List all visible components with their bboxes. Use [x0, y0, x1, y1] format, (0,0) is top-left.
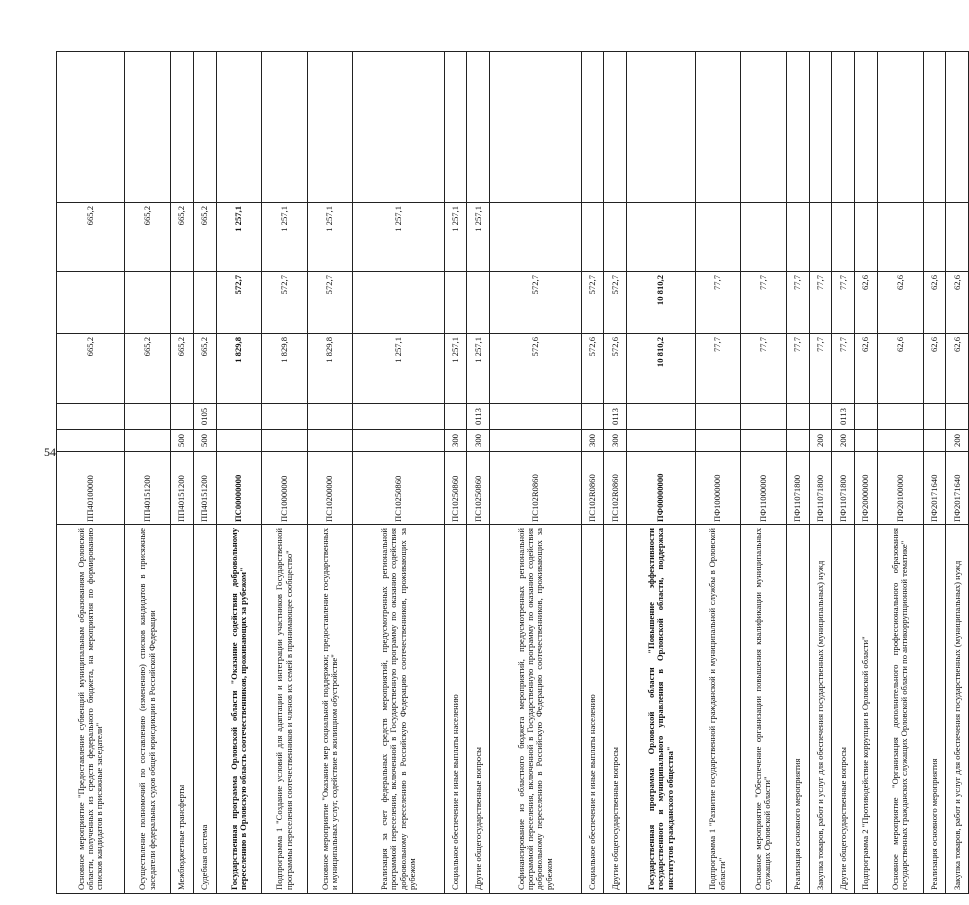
row-regional-cell: 572,7 — [307, 272, 353, 334]
table-row — [604, 52, 627, 894]
row-code-cell: ПП40100000 — [57, 452, 125, 525]
row-name-cell: Подпрограмма 1 "Создание условий для адаптации и интеграции участников Государственной программы переселения соотечественников и членов их семей в принимающее сообщество" — [262, 525, 308, 894]
row-empty-cell — [125, 52, 171, 203]
row-total-cell: 572,6 — [490, 334, 581, 404]
row-total-cell: 62,6 — [946, 334, 969, 404]
row-regional-cell — [353, 272, 444, 334]
row-federal-cell — [490, 203, 581, 272]
row-total-cell: 1 257,1 — [467, 334, 490, 404]
row-regional-cell — [467, 272, 490, 334]
row-code-cell: ПФ10000000 — [695, 452, 741, 525]
row-expense-type-cell — [262, 430, 308, 452]
row-federal-cell — [604, 203, 627, 272]
row-section-cell: 0113 — [832, 404, 855, 430]
row-section-cell: 0113 — [467, 404, 490, 430]
row-empty-cell — [786, 52, 809, 203]
row-total-cell: 77,7 — [741, 334, 787, 404]
row-section-cell — [307, 404, 353, 430]
row-name-cell: Закупка товаров, работ и услуг для обеспечения государственных (муниципальных) нужд — [809, 525, 832, 894]
row-expense-type-cell — [125, 430, 171, 452]
row-empty-cell — [171, 52, 194, 203]
row-federal-cell — [786, 203, 809, 272]
row-expense-type-cell — [216, 430, 262, 452]
row-empty-cell — [923, 52, 946, 203]
row-regional-cell: 77,7 — [832, 272, 855, 334]
row-empty-cell — [467, 52, 490, 203]
row-expense-type-cell: 300 — [581, 430, 604, 452]
row-name-cell: Реализация основного мероприятия — [786, 525, 809, 894]
table-row — [490, 52, 581, 894]
row-empty-cell — [695, 52, 741, 203]
row-empty-cell — [216, 52, 262, 203]
row-regional-cell: 62,6 — [923, 272, 946, 334]
row-name-cell: Другие общегосударственные вопросы — [832, 525, 855, 894]
row-expense-type-cell — [57, 430, 125, 452]
row-federal-cell: 1 257,1 — [353, 203, 444, 272]
row-code-cell: ПФ20100000 — [877, 452, 923, 525]
row-federal-cell: 1 257,1 — [444, 203, 467, 272]
table-row — [581, 52, 604, 894]
row-total-cell: 1 829,8 — [262, 334, 308, 404]
row-regional-cell: 77,7 — [809, 272, 832, 334]
table-row — [216, 52, 262, 894]
row-regional-cell: 77,7 — [741, 272, 787, 334]
row-federal-cell: 665,2 — [171, 203, 194, 272]
row-total-cell: 1 829,8 — [216, 334, 262, 404]
row-section-cell — [877, 404, 923, 430]
row-code-cell: ПФ20000000 — [855, 452, 878, 525]
table-row — [57, 52, 125, 894]
row-code-cell: ПФ00000000 — [627, 452, 695, 525]
row-name-cell: Подпрограмма 2 "Противодействие коррупции в Орловской области" — [855, 525, 878, 894]
table-row — [923, 52, 946, 894]
row-empty-cell — [262, 52, 308, 203]
row-section-cell — [946, 404, 969, 430]
row-regional-cell: 572,7 — [262, 272, 308, 334]
row-name-cell: Реализация за счет федеральных средств мероприятий, предусмотренных региональной программой переселения, включенной в Государственную программу по оказанию содействия добровольному переселению в Российскую Федерацию соотечественников, проживающих за рубежом — [353, 525, 444, 894]
row-regional-cell: 572,7 — [216, 272, 262, 334]
row-name-cell: Межбюджетные трансферты — [171, 525, 194, 894]
row-federal-cell — [946, 203, 969, 272]
row-name-cell: Основное мероприятие "Обеспечение организации повышения квалификации муниципальных служащих Орловской области" — [741, 525, 787, 894]
row-expense-type-cell — [855, 430, 878, 452]
table-row — [627, 52, 695, 894]
row-regional-cell — [193, 272, 216, 334]
row-total-cell: 77,7 — [695, 334, 741, 404]
row-total-cell: 665,2 — [193, 334, 216, 404]
row-empty-cell — [855, 52, 878, 203]
row-code-cell: ПС102R0860 — [581, 452, 604, 525]
row-name-cell: Государственная программа Орловской области "Оказание содействия добровольному переселению в Орловскую область соотечественников, проживающих за рубежом" — [216, 525, 262, 894]
row-code-cell: ПС10200000 — [307, 452, 353, 525]
row-section-cell — [923, 404, 946, 430]
row-empty-cell — [832, 52, 855, 203]
row-code-cell: ПС10250860 — [353, 452, 444, 525]
row-total-cell: 1 257,1 — [353, 334, 444, 404]
table-row — [832, 52, 855, 894]
row-code-cell: ПС10000000 — [262, 452, 308, 525]
row-regional-cell: 77,7 — [786, 272, 809, 334]
row-total-cell: 1 829,8 — [307, 334, 353, 404]
row-regional-cell — [444, 272, 467, 334]
row-federal-cell — [809, 203, 832, 272]
row-total-cell: 572,6 — [581, 334, 604, 404]
row-empty-cell — [444, 52, 467, 203]
row-federal-cell — [877, 203, 923, 272]
row-code-cell: ПФ11071800 — [786, 452, 809, 525]
row-regional-cell: 572,7 — [490, 272, 581, 334]
row-expense-type-cell — [786, 430, 809, 452]
row-expense-type-cell — [877, 430, 923, 452]
table-row — [171, 52, 194, 894]
row-name-cell: Основное мероприятие "Предоставление субвенций муниципальным образованиям Орловской области, полученных из средств федерального бюджета, на мероприятия по формированию списков кандидатов в присяжные заседатели" — [57, 525, 125, 894]
row-code-cell: ПС10250860 — [467, 452, 490, 525]
table-row — [695, 52, 741, 894]
row-federal-cell — [832, 203, 855, 272]
table-row — [809, 52, 832, 894]
row-empty-cell — [57, 52, 125, 203]
table-row — [125, 52, 171, 894]
row-name-cell: Софинансирование из областного бюджета мероприятий, предусмотренных региональной программой переселения, включенной в Государственную программу по оказанию содействия добровольному переселению в Российскую Федерацию соотечественников, проживающих за рубежом — [490, 525, 581, 894]
row-regional-cell: 10 810,2 — [627, 272, 695, 334]
row-expense-type-cell: 200 — [832, 430, 855, 452]
row-federal-cell — [627, 203, 695, 272]
row-name-cell: Реализация основного мероприятия — [923, 525, 946, 894]
row-section-cell — [216, 404, 262, 430]
row-code-cell: ПП40151200 — [193, 452, 216, 525]
row-name-cell: Судебная система — [193, 525, 216, 894]
row-code-cell: ПП40151200 — [125, 452, 171, 525]
row-total-cell: 665,2 — [125, 334, 171, 404]
row-empty-cell — [741, 52, 787, 203]
row-federal-cell — [741, 203, 787, 272]
row-total-cell: 62,6 — [855, 334, 878, 404]
row-total-cell: 77,7 — [832, 334, 855, 404]
table-row — [262, 52, 308, 894]
row-federal-cell: 1 257,1 — [216, 203, 262, 272]
row-total-cell: 665,2 — [57, 334, 125, 404]
row-empty-cell — [490, 52, 581, 203]
budget-table — [56, 51, 969, 894]
row-empty-cell — [581, 52, 604, 203]
row-regional-cell — [57, 272, 125, 334]
row-name-cell: Другие общегосударственные вопросы — [604, 525, 627, 894]
row-empty-cell — [193, 52, 216, 203]
row-regional-cell — [171, 272, 194, 334]
table-row — [741, 52, 787, 894]
table-row — [307, 52, 353, 894]
row-section-cell — [262, 404, 308, 430]
row-empty-cell — [809, 52, 832, 203]
table-row — [193, 52, 216, 894]
row-federal-cell — [923, 203, 946, 272]
row-regional-cell: 572,7 — [604, 272, 627, 334]
row-name-cell: Закупка товаров, работ и услуг для обеспечения государственных (муниципальных) нужд — [946, 525, 969, 894]
row-regional-cell: 77,7 — [695, 272, 741, 334]
row-regional-cell: 62,6 — [877, 272, 923, 334]
row-name-cell: Социальное обеспечение и иные выплаты населению — [444, 525, 467, 894]
budget-table-body — [57, 52, 969, 894]
table-row — [877, 52, 923, 894]
row-code-cell: ПФ11071800 — [832, 452, 855, 525]
table-row — [855, 52, 878, 894]
row-expense-type-cell — [627, 430, 695, 452]
row-section-cell — [57, 404, 125, 430]
row-expense-type-cell — [923, 430, 946, 452]
row-total-cell: 10 810,2 — [627, 334, 695, 404]
row-name-cell: Осуществление полномочий по составлению (изменению) списков кандидатов в присяжные заседатели федеральных судов общей юрисдикции в Российской Федерации — [125, 525, 171, 894]
table-row — [467, 52, 490, 894]
row-expense-type-cell: 300 — [444, 430, 467, 452]
row-federal-cell: 665,2 — [193, 203, 216, 272]
row-code-cell: ПС10250860 — [444, 452, 467, 525]
row-code-cell: ПС00000000 — [216, 452, 262, 525]
row-total-cell: 62,6 — [923, 334, 946, 404]
row-federal-cell: 1 257,1 — [262, 203, 308, 272]
row-total-cell: 77,7 — [809, 334, 832, 404]
row-code-cell: ПФ20171640 — [946, 452, 969, 525]
row-empty-cell — [877, 52, 923, 203]
row-name-cell: Основное мероприятие "Оказание мер социальной поддержки; предоставление государственных и муниципальных услуг, содействие в жилищном обустройстве" — [307, 525, 353, 894]
rotated-table-wrapper — [56, 52, 962, 894]
row-expense-type-cell: 300 — [604, 430, 627, 452]
row-expense-type-cell — [741, 430, 787, 452]
row-expense-type-cell: 200 — [946, 430, 969, 452]
row-section-cell: 0113 — [604, 404, 627, 430]
row-section-cell — [490, 404, 581, 430]
row-name-cell: Социальное обеспечение и иные выплаты населению — [581, 525, 604, 894]
row-regional-cell: 572,7 — [581, 272, 604, 334]
row-total-cell: 77,7 — [786, 334, 809, 404]
row-section-cell — [125, 404, 171, 430]
row-expense-type-cell — [490, 430, 581, 452]
row-section-cell — [444, 404, 467, 430]
row-empty-cell — [946, 52, 969, 203]
row-federal-cell: 665,2 — [57, 203, 125, 272]
row-total-cell: 572,6 — [604, 334, 627, 404]
row-expense-type-cell: 500 — [193, 430, 216, 452]
row-federal-cell — [695, 203, 741, 272]
table-row — [444, 52, 467, 894]
row-federal-cell: 665,2 — [125, 203, 171, 272]
row-name-cell: Подпрограмма 1 "Развитие государственной гражданской и муниципальной службы в Орловской области" — [695, 525, 741, 894]
row-total-cell: 1 257,1 — [444, 334, 467, 404]
row-section-cell — [741, 404, 787, 430]
row-regional-cell: 62,6 — [946, 272, 969, 334]
row-expense-type-cell — [353, 430, 444, 452]
row-federal-cell — [581, 203, 604, 272]
row-federal-cell: 1 257,1 — [467, 203, 490, 272]
row-section-cell — [627, 404, 695, 430]
row-section-cell — [855, 404, 878, 430]
row-expense-type-cell: 300 — [467, 430, 490, 452]
row-section-cell — [171, 404, 194, 430]
row-regional-cell: 62,6 — [855, 272, 878, 334]
row-name-cell: Другие общегосударственные вопросы — [467, 525, 490, 894]
row-section-cell: 0105 — [193, 404, 216, 430]
row-code-cell: ПФ20171640 — [923, 452, 946, 525]
row-section-cell — [581, 404, 604, 430]
row-empty-cell — [307, 52, 353, 203]
table-row — [786, 52, 809, 894]
row-section-cell — [353, 404, 444, 430]
row-code-cell: ПП40151200 — [171, 452, 194, 525]
table-row — [946, 52, 969, 894]
row-empty-cell — [604, 52, 627, 203]
row-expense-type-cell — [695, 430, 741, 452]
row-expense-type-cell — [307, 430, 353, 452]
row-code-cell: ПС102R0860 — [604, 452, 627, 525]
row-name-cell: Основное мероприятие "Организация дополнительного профессионального образования государственных гражданских служащих Орловской области по антикоррупционной тематике" — [877, 525, 923, 894]
row-expense-type-cell: 500 — [171, 430, 194, 452]
row-empty-cell — [353, 52, 444, 203]
row-empty-cell — [627, 52, 695, 203]
row-total-cell: 665,2 — [171, 334, 194, 404]
page-number: 54 — [44, 445, 56, 459]
row-expense-type-cell: 200 — [809, 430, 832, 452]
row-code-cell: ПФ11071800 — [809, 452, 832, 525]
row-code-cell: ПФ11000000 — [741, 452, 787, 525]
row-section-cell — [809, 404, 832, 430]
row-federal-cell: 1 257,1 — [307, 203, 353, 272]
row-section-cell — [695, 404, 741, 430]
table-row — [353, 52, 444, 894]
row-regional-cell — [125, 272, 171, 334]
row-section-cell — [786, 404, 809, 430]
row-total-cell: 62,6 — [877, 334, 923, 404]
row-code-cell: ПС102R0860 — [490, 452, 581, 525]
row-name-cell: Государственная программа Орловской области "Повышение эффективности государственного и муниципального управления в Орловской области, поддержка институтов гражданского общества" — [627, 525, 695, 894]
row-federal-cell — [855, 203, 878, 272]
